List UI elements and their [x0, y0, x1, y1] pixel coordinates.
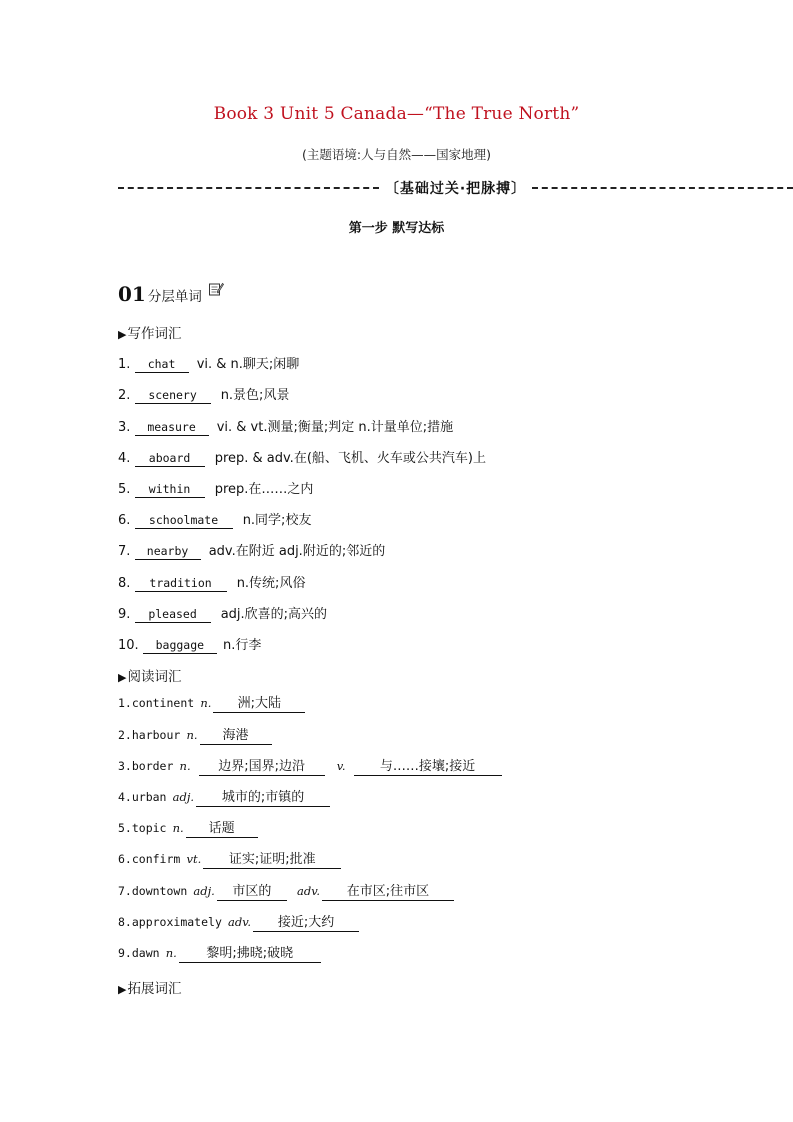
answer-blank: chat: [135, 357, 189, 373]
answer-blank: 市区的: [217, 884, 287, 901]
answer-blank: aboard: [135, 451, 205, 467]
reading-item: 8.approximately adv. 接近;大约: [118, 915, 359, 932]
writing-item: 1. chat vi. & n.聊天;闲聊: [118, 357, 300, 372]
banner-dash-right: [532, 187, 793, 189]
writing-item: 9. pleased adj.欣喜的;高兴的: [118, 607, 328, 622]
reading-item: 1.continent n. 洲;大陆: [118, 696, 305, 713]
answer-blank: 话题: [186, 821, 258, 838]
section-heading: [118, 282, 224, 306]
answer-blank: 黎明;拂晓;破晓: [179, 946, 321, 963]
triangle-marker-icon: ▶: [118, 328, 127, 341]
page-title: Book 3 Unit 5 Canada—“The True North”: [213, 104, 580, 124]
answer-blank: 边界;国界;边沿: [199, 759, 325, 776]
answer-blank: nearby: [135, 544, 201, 560]
extension-vocab-heading: ▶拓展词汇: [118, 981, 182, 997]
reading-item: 4.urban adj. 城市的;市镇的: [118, 790, 330, 807]
writing-item: 10. baggage n.行李: [118, 638, 262, 653]
answer-blank: pleased: [135, 607, 211, 623]
answer-blank: 与……接壤;接近: [354, 759, 502, 776]
answer-blank: baggage: [143, 638, 217, 654]
writing-item: 3. measure vi. & vt.测量;衡量;判定 n.计量单位;措施: [118, 420, 454, 435]
answer-blank: tradition: [135, 576, 227, 592]
banner-dash-left: [118, 187, 379, 189]
triangle-marker-icon: ▶: [118, 671, 127, 684]
answer-blank: schoolmate: [135, 513, 233, 529]
writing-vocab-heading: ▶写作词汇: [118, 326, 182, 342]
reading-item: 2.harbour n. 海港: [118, 728, 272, 745]
reading-item: 6.confirm vt. 证实;证明;批准: [118, 852, 341, 869]
reading-item: 7.downtown adj. 市区的 adv. 在市区;往市区: [118, 884, 454, 901]
writing-item: 2. scenery n.景色;风景: [118, 388, 290, 403]
reading-item: 9.dawn n. 黎明;拂晓;破晓: [118, 946, 321, 963]
reading-item: 5.topic n. 话题: [118, 821, 258, 838]
writing-item: 5. within prep.在……之内: [118, 482, 314, 497]
triangle-marker-icon: ▶: [118, 983, 127, 996]
writing-item: 7. nearby adv.在附近 adj.附近的;邻近的: [118, 544, 386, 559]
pencil-note-icon: [208, 281, 224, 301]
writing-item: 6. schoolmate n.同学;校友: [118, 513, 312, 528]
section-banner: [118, 176, 793, 200]
banner-label: 〔基础过关·把脉搏〕: [384, 181, 527, 197]
writing-item: 8. tradition n.传统;风俗: [118, 576, 306, 591]
answer-blank: within: [135, 482, 205, 498]
theme-context: (主题语境:人与自然——国家地理): [302, 147, 491, 162]
answer-blank: 接近;大约: [253, 915, 359, 932]
answer-blank: 海港: [200, 728, 272, 745]
answer-blank: scenery: [135, 388, 211, 404]
answer-blank: 证实;证明;批准: [203, 852, 341, 869]
reading-item: 3.border n. 边界;国界;边沿 v. 与……接壤;接近: [118, 759, 502, 776]
answer-blank: 在市区;往市区: [322, 884, 454, 901]
answer-blank: 洲;大陆: [213, 696, 305, 713]
section-number: 01: [118, 282, 146, 306]
answer-blank: measure: [135, 420, 209, 436]
writing-item: 4. aboard prep. & adv.在(船、飞机、火车或公共汽车)上: [118, 451, 486, 466]
section-label: 分层单词: [147, 289, 202, 305]
reading-vocab-heading: ▶阅读词汇: [118, 669, 182, 685]
step-heading: 第一步 默写达标: [348, 221, 445, 236]
answer-blank: 城市的;市镇的: [196, 790, 330, 807]
